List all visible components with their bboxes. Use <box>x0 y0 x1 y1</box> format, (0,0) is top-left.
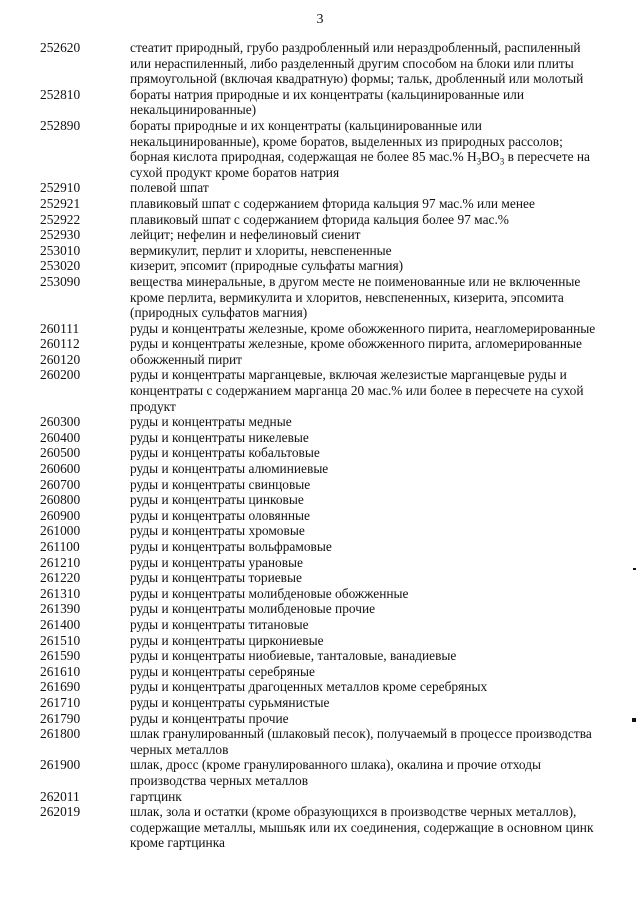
item-description: руды и концентраты вольфрамовые <box>130 539 332 554</box>
item-code: 252910 <box>40 180 81 196</box>
list-item <box>30 212 620 228</box>
list-item <box>30 430 620 446</box>
item-code: 261100 <box>40 539 80 554</box>
item-description: руды и концентраты молибденовые прочие <box>130 601 376 617</box>
item-code: 261800 <box>40 726 81 742</box>
list-item <box>30 336 620 352</box>
item-description: бораты натрия природные и их концентраты (кальцинированные или некальцинированные) <box>130 86 525 118</box>
margin-scan-mark <box>633 568 636 570</box>
list-item <box>30 757 620 788</box>
list-item <box>30 726 620 757</box>
item-code: 260112 <box>40 336 80 352</box>
item-code: 261310 <box>40 585 81 601</box>
item-description: руды и концентраты сурьмянистые <box>130 694 330 710</box>
list-item <box>30 586 620 602</box>
list-item <box>30 243 620 259</box>
list-item <box>30 196 620 212</box>
item-description: руды и концентраты ниобиевые, танталовые, ванадиевые <box>130 648 457 664</box>
item-code: 252810 <box>40 86 81 102</box>
item-code: 260500 <box>40 445 81 461</box>
item-description: шлак, дросс (кроме гранулированного шлака), окалина и прочие отходы производства черных металлов <box>130 757 542 788</box>
item-code: 252620 <box>40 40 81 55</box>
item-code: 260200 <box>40 367 81 383</box>
list-item <box>30 789 620 805</box>
item-code: 261510 <box>40 632 81 648</box>
list-item <box>30 414 620 430</box>
item-description: руды и концентраты цинковые <box>130 492 304 508</box>
list-item <box>30 87 620 118</box>
formula-subscript: 3 <box>476 156 482 167</box>
item-description: вещества минеральные, в другом месте не поименованные или не включенные кроме перлита, вермикулита и хлоритов, невспененных, кизерита, эпсомита (природных сульфатов магния) <box>130 273 581 321</box>
item-code: 260900 <box>40 507 81 523</box>
item-code: 260800 <box>40 492 81 508</box>
item-code: 260120 <box>40 351 81 367</box>
item-description <box>130 118 620 180</box>
item-code: 261210 <box>40 554 81 570</box>
item-code: 261000 <box>40 523 81 539</box>
list-item <box>30 711 620 727</box>
list-item <box>30 804 620 851</box>
item-code: 260400 <box>40 429 81 445</box>
item-code: 252890 <box>40 117 81 133</box>
item-description: руды и концентраты медные <box>130 414 292 430</box>
item-description: плавиковый шпат с содержанием фторида кальция 97 мас.% или менее <box>130 195 535 211</box>
item-description: шлак гранулированный (шлаковый песок), получаемый в процессе производства черных металлов <box>130 726 592 757</box>
item-code: 261790 <box>40 710 81 726</box>
item-description: лейцит; нефелин и нефелиновый сиенит <box>130 227 361 243</box>
item-description: плавиковый шпат с содержанием фторида кальция более 97 мас.% <box>130 211 509 227</box>
item-description: руды и концентраты железные, кроме обожженного пирита, агломерированные <box>130 336 582 352</box>
item-code: 260300 <box>40 414 81 430</box>
item-description: шлак, зола и остатки (кроме образующихся в производстве черных металлов), содержащие металлы, мышьяк или их соединения, содержащие в основном цинк кроме гартцинка <box>130 804 594 851</box>
list-item <box>30 492 620 508</box>
list-item <box>30 461 620 477</box>
item-code: 261610 <box>40 663 81 679</box>
item-description-part: бораты природные и их концентраты (кальцинированные или некальцинированные), кроме боратов, выделенных из природных рассолов; борная кислота природная, содержащая не более 85 мас.% H <box>130 117 563 165</box>
item-code: 261400 <box>40 616 81 632</box>
item-code: 261390 <box>40 601 81 617</box>
item-description-part: BO <box>481 149 500 165</box>
code-list <box>30 40 620 851</box>
list-item <box>30 321 620 337</box>
item-code: 252930 <box>40 227 81 243</box>
item-code: 261710 <box>40 694 81 710</box>
item-description: обожженный пирит <box>130 351 243 367</box>
list-item <box>30 523 620 539</box>
page-number: 3 <box>316 12 324 27</box>
item-description: руды и концентраты циркониевые <box>130 632 324 648</box>
item-description: руды и концентраты титановые <box>130 616 309 632</box>
list-item <box>30 508 620 524</box>
item-description: руды и концентраты ториевые <box>130 570 302 586</box>
item-code: 262019 <box>40 804 81 820</box>
item-description: гартцинк <box>130 788 182 804</box>
item-description: руды и концентраты кобальтовые <box>130 445 320 461</box>
list-item <box>30 367 620 414</box>
item-code: 261220 <box>40 570 81 586</box>
list-item <box>30 695 620 711</box>
list-item <box>30 118 620 180</box>
item-code: 260111 <box>40 320 80 336</box>
item-code: 261900 <box>40 757 81 773</box>
item-code: 253090 <box>40 273 81 289</box>
item-description: руды и концентраты молибденовые обожженные <box>130 585 409 601</box>
item-code: 262011 <box>40 788 80 804</box>
item-description: руды и концентраты марганцевые, включая железистые марганцевые руды и концентраты с содержанием марганца 20 мас.% или более в пересчете на сухой продукт <box>130 367 584 414</box>
item-code: 260700 <box>40 476 81 492</box>
item-description: стеатит природный, грубо раздробленный или нераздробленный, распиленный или нераспиленный, либо разделенный другим способом на блоки или плиты прямоугольной (включая квадратную) формы; тальк, дробленный или молотый <box>130 40 584 87</box>
item-code: 252921 <box>40 195 81 211</box>
item-code: 253010 <box>40 242 81 258</box>
list-item <box>30 679 620 695</box>
item-code: 261690 <box>40 679 81 695</box>
item-description: вермикулит, перлит и хлориты, невспененные <box>130 242 392 258</box>
list-item <box>30 617 620 633</box>
list-item <box>30 258 620 274</box>
list-item <box>30 648 620 664</box>
item-code: 261590 <box>40 648 81 664</box>
item-description: руды и концентраты алюминиевые <box>130 461 329 477</box>
item-description: руды и концентраты серебряные <box>130 663 315 679</box>
item-description: руды и концентраты хромовые <box>130 523 305 539</box>
item-description: руды и концентраты оловянные <box>130 507 310 523</box>
list-item <box>30 180 620 196</box>
list-item <box>30 40 620 87</box>
list-item <box>30 555 620 571</box>
item-code: 253020 <box>40 258 81 274</box>
list-item <box>30 274 620 321</box>
list-item <box>30 539 620 555</box>
list-item <box>30 601 620 617</box>
item-code: 260600 <box>40 461 81 477</box>
margin-scan-mark <box>632 718 636 722</box>
list-item <box>30 633 620 649</box>
item-description: руды и концентраты драгоценных металлов кроме серебряных <box>130 679 488 695</box>
list-item <box>30 477 620 493</box>
item-description: руды и концентраты урановые <box>130 554 303 570</box>
item-code: 252922 <box>40 211 81 227</box>
item-description: руды и концентраты прочие <box>130 710 289 726</box>
item-description: руды и концентраты железные, кроме обожженного пирита, неагломерированные <box>130 320 596 336</box>
item-description: кизерит, эпсомит (природные сульфаты магния) <box>130 258 404 274</box>
item-description-part: в пересчете на сухой продукт кроме боратов натрия <box>130 149 590 180</box>
item-description: руды и концентраты никелевые <box>130 429 309 445</box>
list-item <box>30 227 620 243</box>
list-item <box>30 664 620 680</box>
formula-subscript: 3 <box>499 156 505 167</box>
item-description: полевой шпат <box>130 180 209 196</box>
list-item <box>30 445 620 461</box>
list-item <box>30 352 620 368</box>
item-description: руды и концентраты свинцовые <box>130 476 311 492</box>
list-item <box>30 570 620 586</box>
